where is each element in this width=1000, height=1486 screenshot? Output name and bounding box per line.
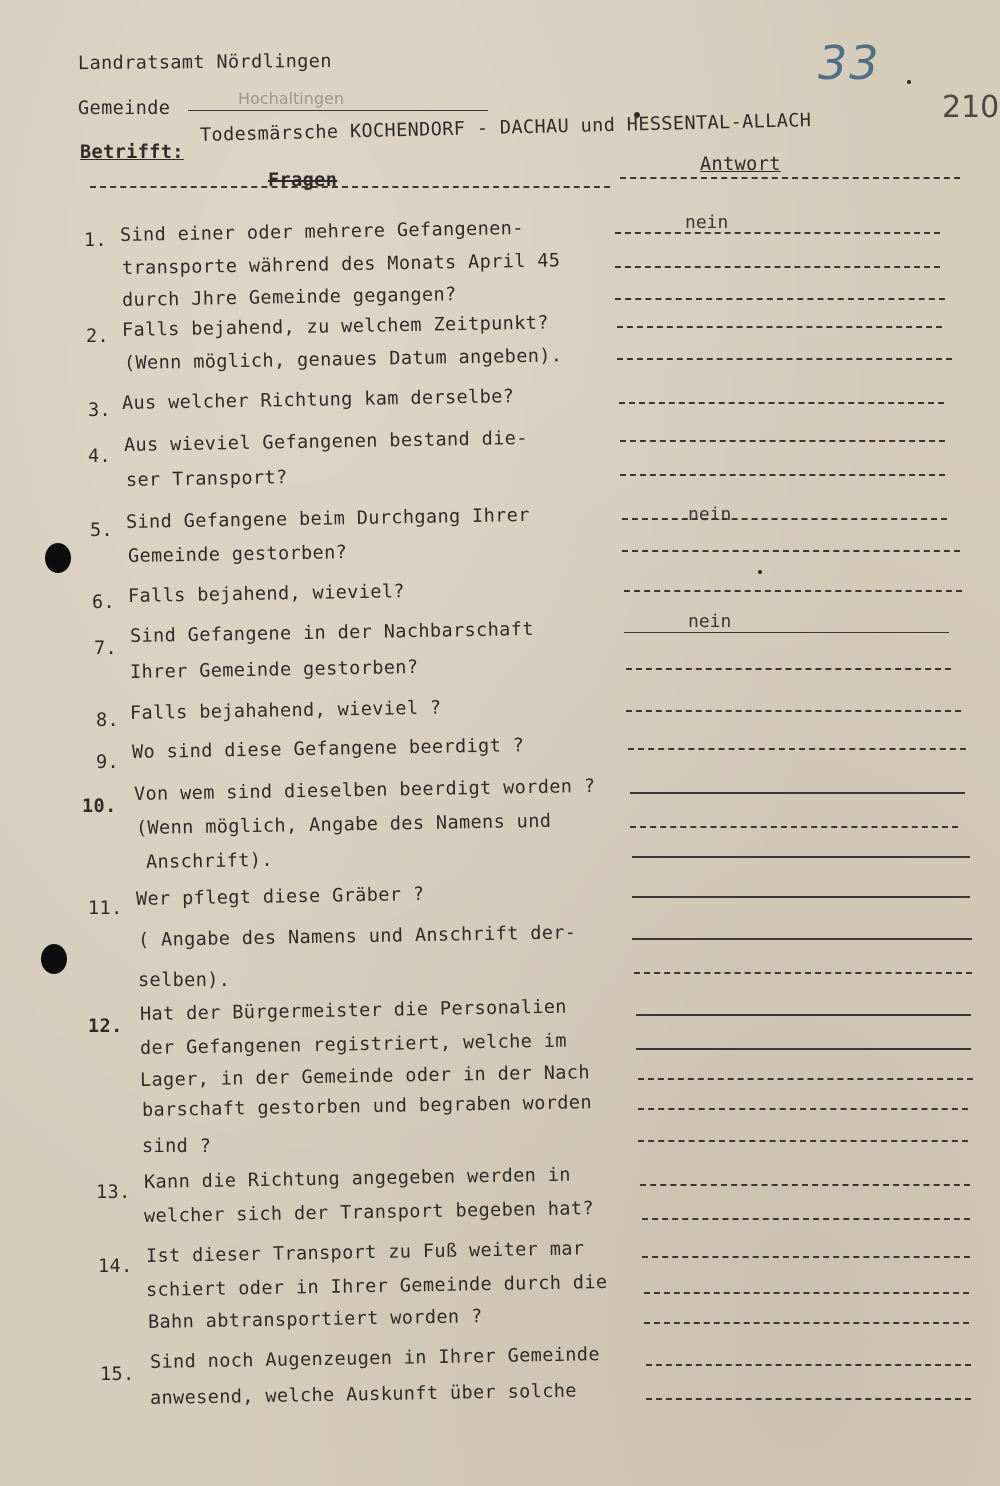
answer-line	[642, 1256, 970, 1258]
question-line: barschaft gestorben und begraben worden	[141, 1092, 593, 1121]
gemeinde-label: Gemeinde	[78, 98, 171, 119]
answer-line	[636, 1048, 971, 1050]
question-line: anwesend, welche Auskunft über solche	[149, 1380, 578, 1409]
question-line: ( Angabe des Namens und Anschrift der-	[137, 922, 577, 951]
question-number: 8.	[96, 710, 120, 731]
question-number: 1.	[84, 230, 108, 251]
question-line: selben).	[138, 970, 231, 991]
answer-line	[622, 518, 947, 520]
question-line: Sind Gefangene beim Durchgang Ihrer	[125, 504, 530, 533]
answer-line	[624, 590, 962, 592]
answer-line	[615, 298, 945, 300]
answer-line	[630, 826, 958, 828]
answer-line	[619, 402, 944, 404]
question-line: Lager, in der Gemeinde oder in der Nach	[139, 1062, 591, 1091]
answer-line	[620, 440, 945, 442]
gemeinde-underline	[188, 110, 488, 111]
question-number: 14.	[98, 1256, 133, 1277]
answer-line	[642, 1218, 970, 1220]
question-line: der Gefangenen registriert, welche im	[139, 1030, 568, 1059]
question-line: Sind einer oder mehrere Gefangenen-	[119, 217, 524, 246]
answer-line	[640, 1184, 970, 1186]
question-line: Ist dieser Transport zu Fuß weiter mar	[145, 1238, 585, 1267]
question-line: Hat der Bürgermeister die Personalien	[139, 996, 568, 1025]
punch-hole-bottom	[41, 944, 67, 974]
question-line: Wo sind diese Gefangene beerdigt ?	[131, 735, 525, 763]
question-line: Ihrer Gemeinde gestorben?	[129, 656, 419, 683]
answer-line	[620, 474, 945, 476]
answer-text: nein	[688, 504, 732, 525]
answer-line	[636, 1014, 971, 1016]
question-line: welcher sich der Transport begeben hat?	[143, 1198, 595, 1227]
answer-line	[632, 896, 970, 898]
answer-line	[634, 972, 972, 974]
question-line: Gemeinde gestorben?	[127, 542, 348, 567]
betrifft-label: Betrifft:	[80, 142, 184, 163]
gemeinde-value: Hochaltingen	[238, 89, 345, 108]
question-line: Wer pflegt diese Gräber ?	[135, 883, 425, 910]
question-line: Falls bejahahend, wieviel ?	[129, 697, 442, 724]
question-number: 15.	[100, 1364, 135, 1385]
question-line: transporte während des Monats April 45	[121, 250, 561, 279]
answer-line	[630, 792, 965, 794]
question-number: 9.	[96, 752, 120, 773]
answer-line	[638, 1078, 973, 1080]
answer-line	[632, 856, 970, 858]
question-line: Von wem sind dieselben beerdigt worden ?	[133, 775, 596, 805]
page-number: 210	[942, 90, 1000, 125]
answer-line	[615, 266, 940, 268]
question-number: 10.	[82, 796, 117, 817]
answer-line	[646, 1398, 971, 1400]
question-number: 12.	[88, 1016, 123, 1037]
answer-line	[617, 326, 942, 328]
question-line: Anschrift).	[145, 849, 274, 873]
antwort-label: Antwort	[700, 154, 781, 175]
question-line: Falls bejahend, zu welchem Zeitpunkt?	[121, 312, 550, 341]
question-number: 4.	[88, 446, 112, 467]
question-number: 2.	[86, 326, 110, 347]
question-line: (Wenn möglich, genaues Datum angeben).	[123, 345, 563, 374]
answer-line	[632, 938, 972, 940]
question-line: (Wenn möglich, Angabe des Namens und	[135, 810, 552, 839]
question-line: Aus welcher Richtung kam derselbe?	[121, 386, 515, 414]
answer-line	[615, 232, 940, 234]
question-number: 7.	[94, 638, 118, 659]
fragen-underline	[90, 186, 610, 188]
answer-line	[646, 1364, 971, 1366]
punch-hole-top	[45, 543, 71, 573]
answer-text: nein	[685, 212, 729, 233]
question-number: 5.	[90, 520, 114, 541]
answer-line	[624, 632, 949, 633]
answer-line	[622, 550, 960, 552]
question-line: sind ?	[142, 1136, 212, 1157]
question-line: ser Transport?	[125, 467, 288, 491]
question-number: 6.	[92, 592, 116, 613]
fragen-label: Fragen	[268, 170, 338, 191]
answer-line	[617, 358, 952, 360]
answer-line	[626, 668, 951, 670]
question-number: 3.	[88, 400, 112, 421]
answer-text: nein	[688, 611, 732, 632]
dot-mark	[907, 80, 911, 84]
ink-dot	[758, 570, 762, 574]
question-line: durch Jhre Gemeinde gegangen?	[121, 284, 457, 311]
answer-line	[638, 1108, 968, 1110]
question-line: Sind noch Augenzeugen in Ihrer Gemeinde	[149, 1344, 601, 1373]
folio-number: 33	[818, 36, 881, 90]
question-line: Aus wieviel Gefangenen bestand die-	[123, 427, 528, 456]
question-number: 11.	[88, 898, 123, 919]
question-line: Kann die Richtung angegeben werden in	[143, 1164, 572, 1193]
answer-line	[638, 1140, 968, 1142]
question-line: Sind Gefangene in der Nachbarschaft	[129, 618, 534, 647]
answer-line	[626, 710, 961, 712]
question-line: Bahn abtransportiert worden ?	[147, 1306, 483, 1333]
question-line: schiert oder in Ihrer Gemeinde durch die	[145, 1271, 608, 1301]
betrifft-text: Todesmärsche KOCHENDORF - DACHAU und HESSENTAL-ALLACH	[199, 110, 812, 146]
answer-line	[628, 748, 966, 750]
answer-line	[644, 1322, 969, 1324]
office-name: Landratsamt Nördlingen	[77, 50, 332, 75]
answer-line	[644, 1292, 969, 1294]
question-number: 13.	[96, 1182, 131, 1203]
antwort-underline	[620, 177, 960, 179]
question-line: Falls bejahend, wieviel?	[127, 581, 406, 607]
